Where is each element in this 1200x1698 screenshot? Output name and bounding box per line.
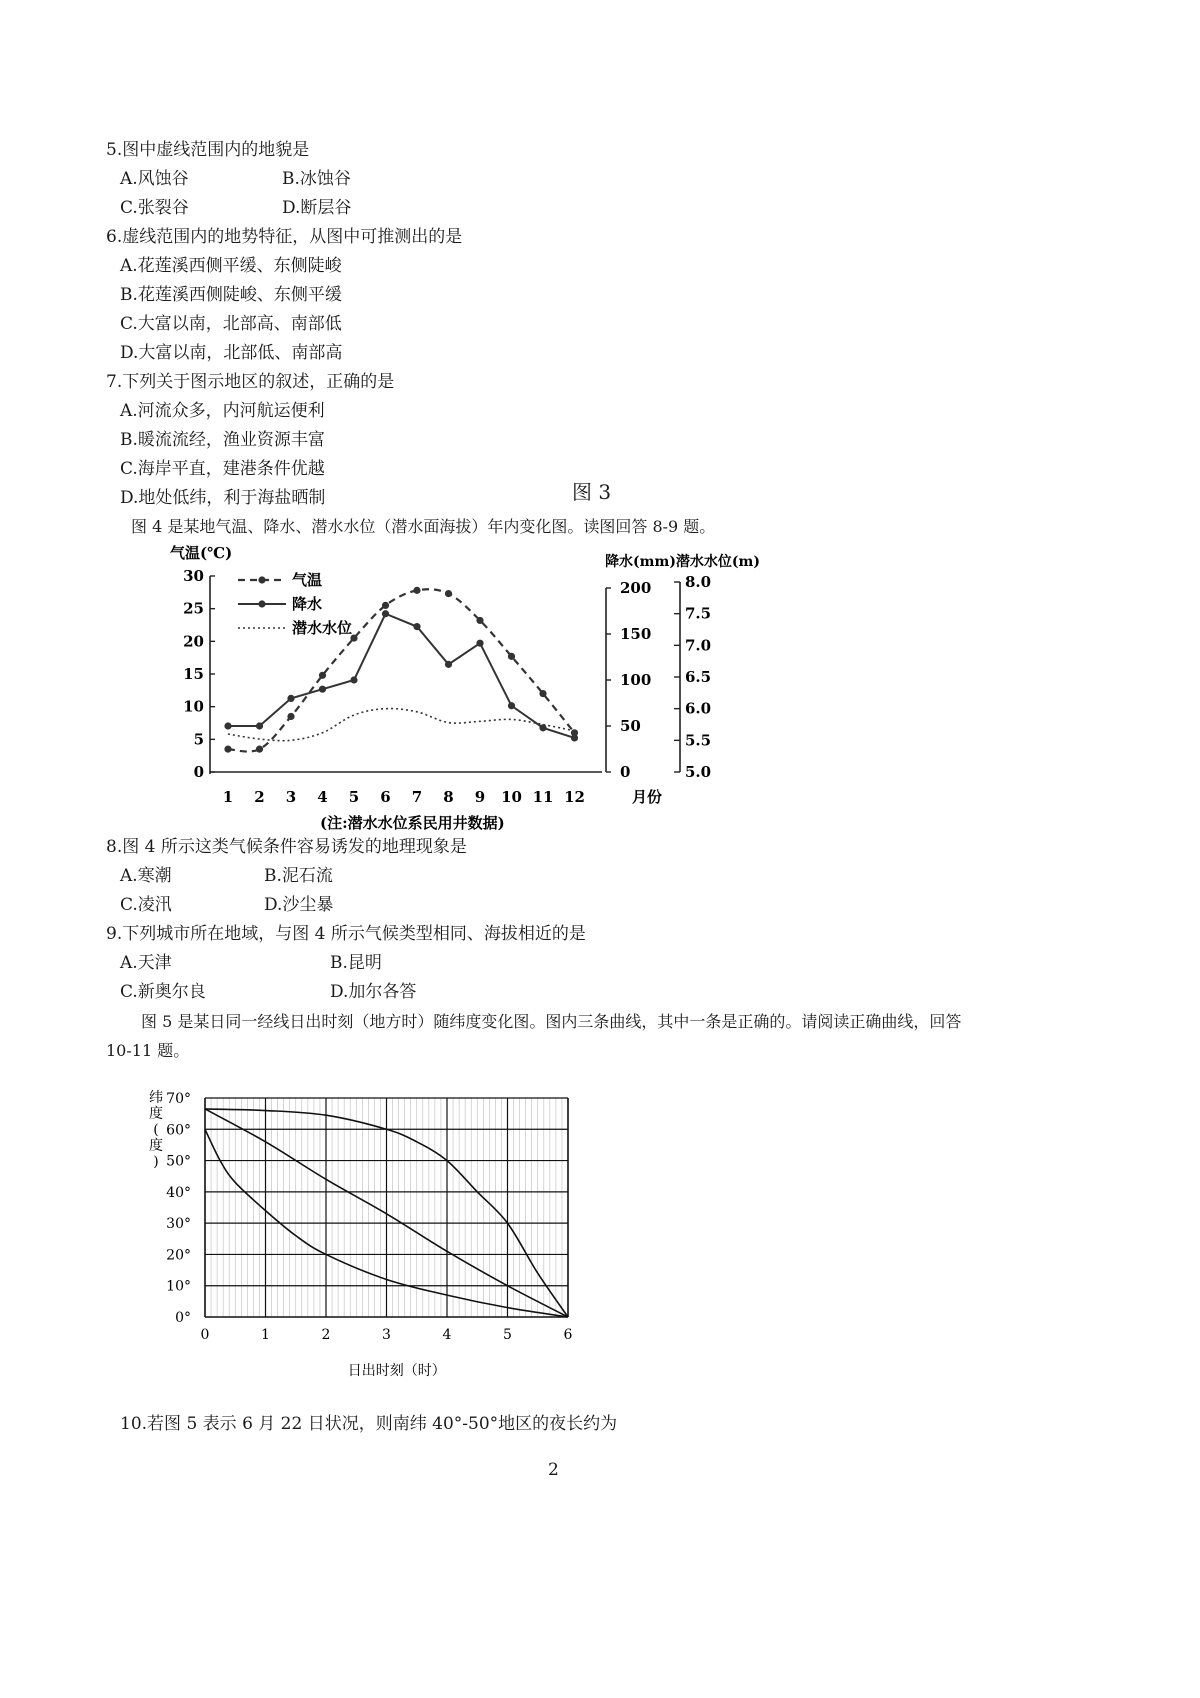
fig4-point-气温: [382, 602, 389, 609]
question-7-option-d: D.地处低纬，利于海盐晒制: [120, 488, 326, 508]
fig4-left-tick-label: 10: [183, 697, 204, 716]
fig4-water-tick-label: 7.0: [685, 636, 712, 655]
fig4-precip-tick-label: 50: [620, 717, 641, 735]
question-5-option-d: D.断层谷: [282, 198, 352, 218]
figure-5-intro-line-1: 图 5 是某日同一经线日出时刻（地方时）随纬度变化图。图内三条曲线，其中一条是正确的。请阅读正确曲线，回答: [141, 1012, 962, 1031]
fig4-legend-label: 气温: [292, 571, 323, 589]
fig4-point-降水: [445, 661, 452, 668]
fig4-point-降水: [508, 702, 515, 709]
fig4-point-降水: [287, 695, 294, 702]
fig4-point-降水: [256, 722, 263, 729]
question-9-option-a: A.天津: [120, 953, 172, 973]
fig4-point-气温: [256, 746, 263, 753]
fig4-point-气温: [476, 617, 483, 624]
fig4-right-axis-label: 降水(mm)潜水水位(m): [605, 554, 760, 570]
question-8-option-b: B.泥石流: [264, 866, 333, 886]
fig4-water-tick-label: 6.5: [685, 668, 712, 686]
fig5-y-tick-label: 70°: [166, 1091, 191, 1107]
figure-4-intro: 图 4 是某地气温、降水、潜水水位（潜水面海拔）年内变化图。读图回答 8-9 题。: [131, 517, 716, 536]
fig4-x-tick-label: 4: [317, 788, 328, 806]
fig4-legend-label: 降水: [292, 595, 323, 613]
fig4-x-tick-label: 2: [254, 788, 265, 806]
question-5-option-c: C.张裂谷: [120, 198, 189, 218]
question-8-option-d: D.沙尘暴: [264, 895, 334, 915]
fig5-y-tick-label: 0°: [175, 1310, 191, 1326]
fig4-water-tick-label: 5.0: [685, 763, 712, 781]
question-6-option-a: A.花莲溪西侧平缓、东侧陡峻: [120, 256, 342, 276]
question-9-option-d: D.加尔各答: [330, 982, 417, 1002]
fig5-x-axis-label: 日出时刻（时）: [347, 1363, 446, 1379]
fig4-point-气温: [413, 587, 420, 594]
fig4-water-tick-label: 7.5: [685, 604, 712, 623]
question-7-option-a: A.河流众多，内河航运便利: [120, 401, 325, 421]
fig4-point-气温: [508, 653, 515, 660]
fig4-point-气温: [287, 713, 294, 720]
page-number: 2: [548, 1460, 559, 1480]
fig4-point-降水: [413, 623, 420, 630]
fig5-y-tick-label: 20°: [166, 1247, 191, 1264]
fig4-legend-marker: [258, 576, 265, 583]
fig4-x-tick-label: 11: [532, 788, 554, 806]
question-7-option-c: C.海岸平直，建港条件优越: [120, 459, 325, 479]
question-9-stem: 9.下列城市所在地域，与图 4 所示气候类型相同、海拔相近的是: [106, 924, 586, 944]
fig4-x-tick-label: 8: [443, 788, 454, 806]
fig4-left-tick-label: 15: [183, 665, 204, 683]
fig5-x-tick-label: 1: [261, 1327, 270, 1343]
fig4-left-tick-label: 25: [183, 599, 204, 618]
question-6-option-b: B.花莲溪西侧陡峻、东侧平缓: [120, 285, 342, 305]
question-5-option-b: B.冰蚀谷: [282, 169, 351, 189]
fig4-left-axis-label: 气温(℃): [170, 544, 233, 562]
fig4-x-tick-label: 7: [411, 788, 423, 806]
fig4-note: (注:潜水水位系民用井数据): [320, 814, 505, 832]
fig4-left-tick-label: 0: [193, 763, 204, 781]
fig4-left-tick-label: 5: [193, 730, 204, 749]
fig5-y-axis-label: 纬度(度): [149, 1090, 163, 1170]
question-9-option-c: C.新奥尔良: [120, 982, 206, 1002]
fig4-point-降水: [476, 640, 483, 647]
fig4-legend-marker: [258, 600, 265, 607]
fig4-water-tick-label: 6.0: [685, 699, 712, 718]
question-6-stem: 6.虚线范围内的地势特征，从图中可推测出的是: [106, 227, 463, 247]
question-6-option-c: C.大富以南，北部高、南部低: [120, 314, 342, 334]
fig4-point-降水: [224, 722, 231, 729]
fig4-legend-label: 潜水水位: [292, 619, 353, 637]
fig5-x-tick-label: 0: [200, 1327, 210, 1343]
fig5-y-tick-label: 40°: [166, 1184, 191, 1201]
fig5-x-tick-label: 5: [503, 1327, 512, 1343]
fig4-point-气温: [224, 746, 231, 753]
fig4-x-axis-label: 月份: [632, 788, 663, 806]
fig4-point-降水: [539, 724, 546, 731]
question-8-option-a: A.寒潮: [120, 866, 172, 886]
fig4-x-tick-label: 1: [222, 788, 234, 806]
fig5-x-tick-label: 4: [442, 1327, 452, 1343]
fig4-left-tick-label: 30: [183, 567, 204, 585]
question-7-stem: 7.下列关于图示地区的叙述，正确的是: [106, 372, 395, 392]
fig5-y-tick-label: 60°: [166, 1122, 191, 1139]
fig5-y-tick-label: 50°: [166, 1153, 191, 1170]
question-6-option-d: D.大富以南，北部低、南部高: [120, 343, 343, 363]
fig4-water-tick-label: 5.5: [685, 731, 712, 750]
fig4-precip-tick-label: 200: [620, 579, 652, 597]
fig4-point-降水: [571, 734, 578, 741]
fig4-point-气温: [319, 672, 326, 679]
fig4-series-line-降水: [228, 614, 575, 738]
figure-3-label: 图 3: [572, 480, 612, 504]
fig5-x-tick-label: 2: [321, 1327, 331, 1343]
figure-5-sunrise-chart: [140, 1080, 640, 1400]
fig5-y-tick-label: 30°: [166, 1216, 191, 1233]
question-8-option-c: C.凌汛: [120, 895, 172, 915]
fig4-x-tick-label: 3: [285, 788, 297, 806]
figure-4-climate-chart: [170, 540, 770, 840]
fig4-precip-tick-label: 150: [620, 625, 652, 643]
fig4-water-tick-label: 8.0: [685, 573, 712, 591]
question-5-stem: 5.图中虚线范围内的地貌是: [106, 140, 310, 160]
figure-5-intro-line-2: 10-11 题。: [106, 1041, 190, 1060]
question-5-option-a: A.风蚀谷: [120, 169, 189, 189]
question-7-option-b: B.暖流流经，渔业资源丰富: [120, 430, 325, 450]
question-8-stem: 8.图 4 所示这类气候条件容易诱发的地理现象是: [106, 837, 467, 857]
fig4-precip-tick-label: 0: [620, 763, 631, 781]
fig4-x-tick-label: 12: [564, 788, 585, 806]
fig4-point-气温: [445, 590, 452, 597]
fig5-x-tick-label: 6: [563, 1327, 573, 1343]
fig4-point-气温: [539, 690, 546, 697]
fig4-x-tick-label: 5: [348, 788, 360, 806]
question-9-option-b: B.昆明: [330, 953, 382, 973]
fig4-x-tick-label: 9: [474, 788, 486, 806]
fig4-series-line-气温: [228, 589, 575, 751]
fig4-point-降水: [319, 686, 326, 693]
fig4-x-tick-label: 10: [501, 788, 522, 806]
fig4-left-tick-label: 20: [183, 632, 204, 651]
fig4-point-气温: [350, 634, 357, 641]
fig4-point-降水: [382, 610, 389, 617]
fig4-precip-tick-label: 100: [620, 671, 652, 689]
fig4-point-降水: [350, 676, 357, 683]
fig5-x-tick-label: 3: [382, 1327, 391, 1343]
fig4-x-tick-label: 6: [380, 788, 391, 806]
fig5-y-tick-label: 10°: [166, 1278, 191, 1295]
question-10-stem: 10.若图 5 表示 6 月 22 日状况，则南纬 40°-50°地区的夜长约为: [120, 1414, 618, 1434]
